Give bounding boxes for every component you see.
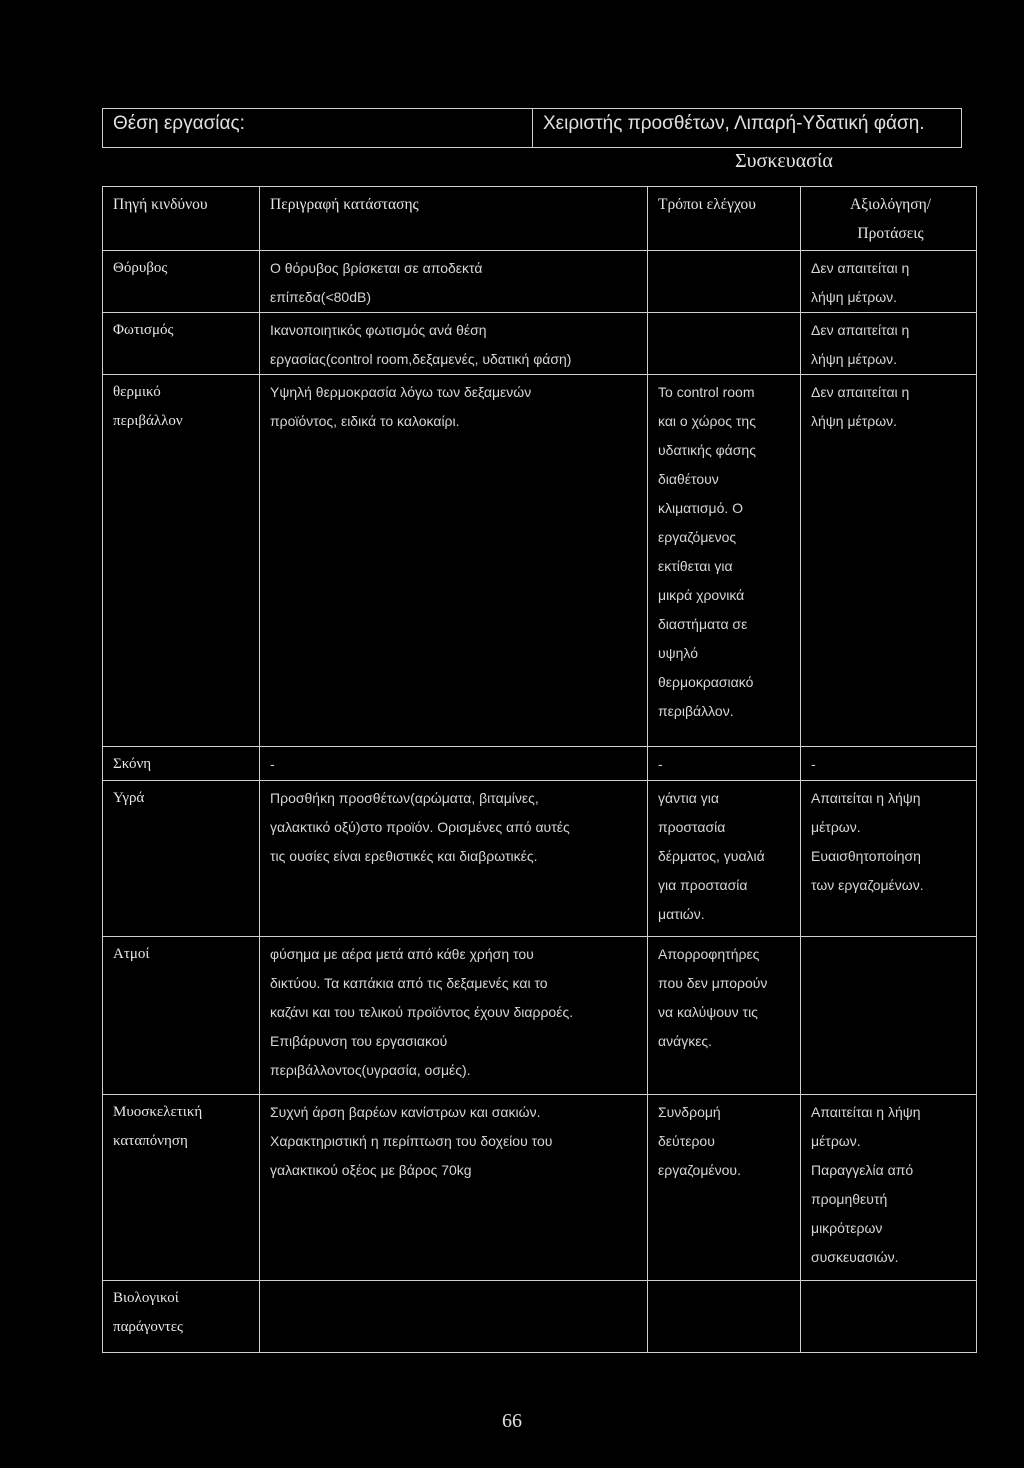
job-position-label: Θέση εργασίας: <box>113 113 245 134</box>
table-row <box>103 375 977 747</box>
row-source-cell: Υγρά <box>103 781 260 937</box>
risk-table-body <box>103 187 977 1353</box>
job-position-label-cell <box>103 109 533 147</box>
row-assessment-cell: Δεν απαιτείται η λήψη μέτρων. <box>801 375 977 747</box>
row-assessment-cell: - <box>801 747 977 781</box>
row-controls-cell: Το control room και ο χώρος της υδατικής φάσης διαθέτουν κλιματισμό. Ο εργαζόμενος εκτίθεται για μικρά χρονικά διαστήματα σε υψηλό θερμοκρασιακό περιβάλλον. <box>648 375 801 747</box>
row-source-cell: Βιολογικοί παράγοντες <box>103 1281 260 1353</box>
row-controls-cell: - <box>648 747 801 781</box>
table-row <box>103 937 977 1095</box>
row-source-cell: Ατμοί <box>103 937 260 1095</box>
row-assessment-cell: Δεν απαιτείται η λήψη μέτρων. <box>801 313 977 375</box>
row-controls-cell <box>648 313 801 375</box>
row-description-cell <box>260 1281 648 1353</box>
table-header-row <box>103 187 977 251</box>
table-row <box>103 251 977 313</box>
row-source-cell: Φωτισμός <box>103 313 260 375</box>
job-position-header <box>102 108 962 148</box>
table-row <box>103 781 977 937</box>
column-header-description: Περιγραφή κατάστασης <box>260 187 648 251</box>
section-subtitle: Συσκευασία <box>735 150 833 172</box>
row-source-cell: θερμικό περιβάλλον <box>103 375 260 747</box>
row-controls-cell: γάντια για προστασία δέρματος, γυαλιά για προστασία ματιών. <box>648 781 801 937</box>
row-source-cell: Μυοσκελετική καταπόνηση <box>103 1095 260 1281</box>
row-controls-cell <box>648 1281 801 1353</box>
risk-assessment-table <box>102 186 977 1353</box>
table-row <box>103 747 977 781</box>
column-header-source: Πηγή κινδύνου <box>103 187 260 251</box>
table-row <box>103 1281 977 1353</box>
row-description-cell: Ικανοποιητικός φωτισμός ανά θέση εργασίας(control room,δεξαμενές, υδατική φάση) <box>260 313 648 375</box>
table-row <box>103 1095 977 1281</box>
row-assessment-cell: Δεν απαιτείται η λήψη μέτρων. <box>801 251 977 313</box>
page-number: 66 <box>502 1410 522 1432</box>
column-header-controls: Τρόποι ελέγχου <box>648 187 801 251</box>
row-assessment-cell <box>801 1281 977 1353</box>
row-description-cell: - <box>260 747 648 781</box>
row-assessment-cell: Απαιτείται η λήψη μέτρων. Παραγγελία από προμηθευτή μικρότερων συσκευασιών. <box>801 1095 977 1281</box>
row-source-cell: Σκόνη <box>103 747 260 781</box>
row-controls-cell <box>648 251 801 313</box>
row-description-cell: φύσημα με αέρα μετά από κάθε χρήση του δικτύου. Τα καπάκια από τις δεξαμενές και το καζάνι και του τελικού προϊόντος έχουν διαρροές. Επιβάρυνση του εργασιακού περιβάλλοντος(υγρασία, οσμές). <box>260 937 648 1095</box>
row-assessment-cell: Απαιτείται η λήψη μέτρων. Ευαισθητοποίηση των εργαζομένων. <box>801 781 977 937</box>
row-description-cell: Ο θόρυβος βρίσκεται σε αποδεκτά επίπεδα(<80dB) <box>260 251 648 313</box>
row-source-cell: Θόρυβος <box>103 251 260 313</box>
row-controls-cell: Συνδρομή δεύτερου εργαζομένου. <box>648 1095 801 1281</box>
job-position-value: Χειριστής προσθέτων, Λιπαρή-Υδατική φάση. <box>543 113 925 134</box>
column-header-assessment: Αξιολόγηση/ Προτάσεις <box>801 187 977 251</box>
row-description-cell: Προσθήκη προσθέτων(αρώματα, βιταμίνες, γαλακτικό οξύ)στο προϊόν. Ορισμένες από αυτές τις ουσίες είναι ερεθιστικές και διαβρωτικές. <box>260 781 648 937</box>
table-row <box>103 313 977 375</box>
row-controls-cell: Απορροφητήρες που δεν μπορούν να καλύψουν τις ανάγκες. <box>648 937 801 1095</box>
row-description-cell: Συχνή άρση βαρέων κανίστρων και σακιών. Χαρακτηριστική η περίπτωση του δοχείου του γαλακτικού οξέος με βάρος 70kg <box>260 1095 648 1281</box>
row-assessment-cell <box>801 937 977 1095</box>
row-description-cell: Υψηλή θερμοκρασία λόγω των δεξαμενών προϊόντος, ειδικά το καλοκαίρι. <box>260 375 648 747</box>
